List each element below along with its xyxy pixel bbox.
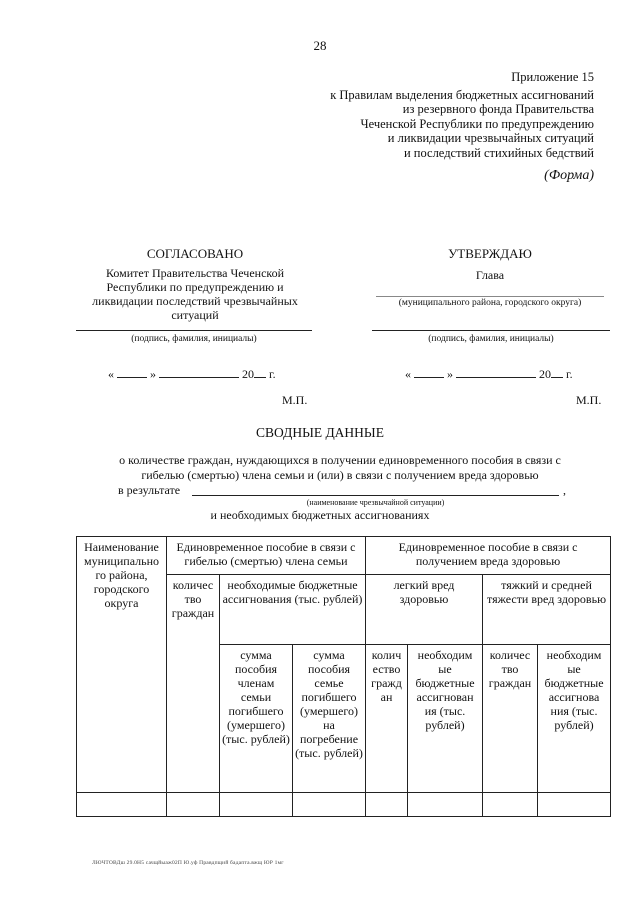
table-cell bbox=[538, 793, 611, 817]
death-sum-members-header: сумма пособия членам семьи погибшего (умершего) (тыс. рублей) bbox=[220, 645, 293, 793]
agreed-org-line: ликвидации последствий чрезвычайных bbox=[92, 294, 298, 308]
date-year-blank bbox=[551, 366, 563, 378]
appendix-header bbox=[330, 70, 594, 160]
document-description bbox=[90, 453, 590, 482]
approved-stamp: М.П. bbox=[576, 393, 602, 407]
approved-signature-hint: (подпись, фамилия, инициалы) bbox=[428, 334, 554, 344]
summary-table bbox=[76, 536, 611, 817]
date-day-blank bbox=[414, 366, 444, 378]
appendix-line: Чеченской Республики по предупреждению bbox=[360, 116, 594, 131]
death-budget-header: необходимые бюджетные ассигнования (тыс. рублей) bbox=[220, 575, 366, 645]
appendix-title: Приложение 15 bbox=[511, 70, 594, 84]
light-harm-header: легкий вред здоровью bbox=[366, 575, 483, 645]
approved-title: УТВЕРЖДАЮ bbox=[448, 246, 532, 261]
light-budget-header: необходим ые бюджетные ассигнован ия (тыс. рублей) bbox=[408, 645, 483, 793]
needed-allocations-label: и необходимых бюджетных ассигнованиях bbox=[210, 508, 430, 522]
date-year-suffix: г. bbox=[269, 367, 276, 381]
heavy-budget-header: необходим ые бюджетные ассигнова ния (тыс. рублей) bbox=[538, 645, 611, 793]
situation-hint: (наименование чрезвычайной ситуации) bbox=[306, 498, 445, 507]
appendix-line: и последствий стихийных бедствий bbox=[403, 145, 594, 160]
in-result-label: в результате bbox=[118, 483, 181, 497]
date-year-suffix: г. bbox=[566, 367, 573, 381]
table-row bbox=[77, 793, 611, 817]
table-cell bbox=[293, 793, 366, 817]
agreed-org-line: Комитет Правительства Чеченской bbox=[105, 266, 285, 280]
date-close-quote: » bbox=[447, 367, 453, 381]
table-cell bbox=[483, 793, 538, 817]
appendix-line: к Правилам выделения бюджетных ассигнований bbox=[330, 87, 594, 102]
description-line: о количестве граждан, нуждающихся в получении единовременного пособия в связи с bbox=[119, 453, 561, 467]
date-open-quote: « bbox=[108, 367, 114, 381]
date-day-blank bbox=[117, 366, 147, 378]
date-close-quote: » bbox=[150, 367, 156, 381]
agreed-title: СОГЛАСОВАНО bbox=[146, 246, 244, 261]
date-month-blank bbox=[159, 366, 239, 378]
form-label: (Форма) bbox=[544, 168, 594, 183]
approved-date bbox=[405, 366, 573, 382]
approved-org-line bbox=[376, 296, 604, 297]
date-year-prefix: 20 bbox=[539, 367, 551, 381]
heavy-harm-header: тяжкий и средней тяжести вред здоровью bbox=[483, 575, 611, 645]
death-count-header: количес тво граждан bbox=[167, 575, 220, 793]
description-line: гибелью (смертью) члена семьи и (или) в связи с получением вреда здоровью bbox=[141, 467, 539, 482]
table-cell bbox=[408, 793, 483, 817]
appendix-line: и ликвидации чрезвычайных ситуаций bbox=[387, 131, 594, 145]
agreed-signature-hint: (подпись, фамилия, инициалы) bbox=[131, 334, 257, 344]
table-cell bbox=[366, 793, 408, 817]
agreed-org-line: ситуаций bbox=[171, 308, 219, 322]
date-open-quote: « bbox=[405, 367, 411, 381]
group-death-header: Единовременное пособие в связи с гибелью (смертью) члена семьи bbox=[167, 537, 366, 575]
date-month-blank bbox=[456, 366, 536, 378]
date-year-blank bbox=[254, 366, 266, 378]
approved-position: Глава bbox=[475, 268, 505, 282]
date-year-prefix: 20 bbox=[242, 367, 254, 381]
group-health-header: Единовременное пособие в связи с получением вреда здоровью bbox=[366, 537, 611, 575]
table-cell bbox=[220, 793, 293, 817]
agreed-date bbox=[108, 366, 276, 382]
approved-org-hint: (муниципального района, городского округа) bbox=[398, 298, 582, 308]
death-sum-funeral-header: сумма пособия семье погибшего (умершего) на погребение (тыс. рублей) bbox=[293, 645, 366, 793]
agreed-org-line: Республики по предупреждению и bbox=[106, 280, 284, 294]
agreed-stamp: М.П. bbox=[282, 393, 308, 407]
agreed-signature-line bbox=[76, 330, 312, 331]
col-municipality-header: Наименование муниципально го района, городского округа bbox=[77, 537, 167, 793]
agreed-organization bbox=[80, 266, 310, 322]
page-number: 28 bbox=[313, 38, 327, 53]
heavy-count-header: количес тво граждан bbox=[483, 645, 538, 793]
appendix-line: из резервного фонда Правительства bbox=[402, 102, 594, 116]
situation-comma: , bbox=[563, 483, 566, 497]
approved-signature-line bbox=[372, 330, 610, 331]
footer-text: ЛЮЧТОВДш 29.0Н5 сачщйыаж02П Ю.уф Правдпщий бадапта.вжщ ЮР 1мг bbox=[92, 860, 284, 866]
table-cell bbox=[77, 793, 167, 817]
table-cell bbox=[167, 793, 220, 817]
light-count-header: колич ество гражд ан bbox=[366, 645, 408, 793]
document-title: СВОДНЫЕ ДАННЫЕ bbox=[256, 425, 384, 440]
situation-blank-line bbox=[192, 495, 559, 496]
